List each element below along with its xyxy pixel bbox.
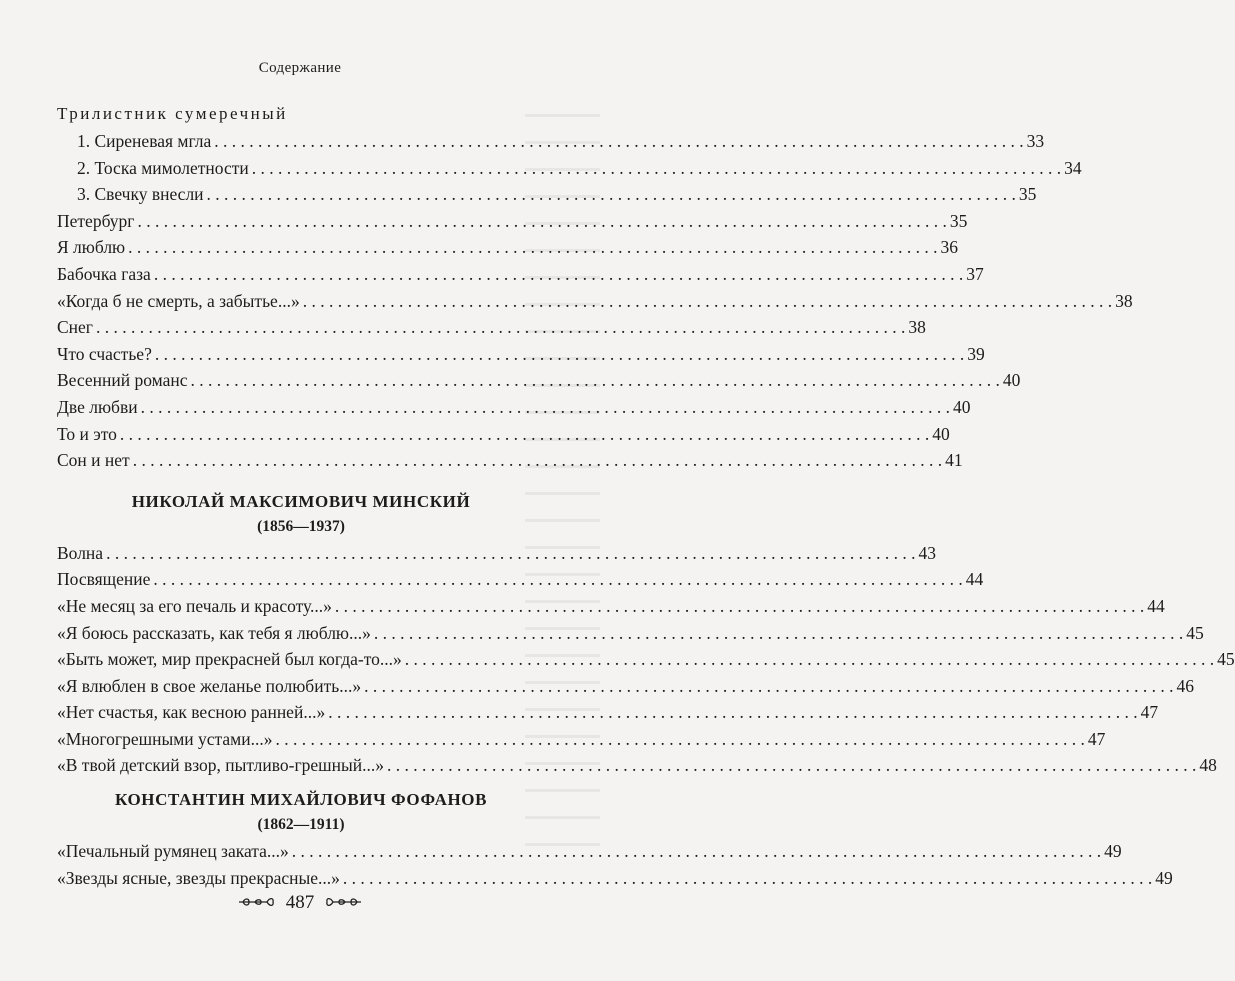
toc-entry [57,288,1133,315]
table-of-contents [57,100,1235,891]
entry-page-number: 49 [1104,841,1122,862]
dot-leader [155,341,964,368]
entry-title: Бабочка газа [57,263,151,284]
dot-leader [106,540,915,567]
toc-entry [57,838,1122,865]
entry-page-number: 38 [908,317,926,338]
dot-leader [120,421,929,448]
dot-leader [335,593,1144,620]
author-name: КОНСТАНТИН МИХАЙЛОВИЧ ФОФАНОВ [114,790,488,810]
ornament-left-icon [237,893,275,915]
entry-page-number: 47 [1087,728,1106,749]
dot-leader [252,155,1061,182]
ornament-right-icon [325,893,363,915]
entry-title: «Многогрешными устами...» [57,728,273,749]
entry-title: Я люблю [57,237,126,258]
author-years: (1862—1911) [257,816,345,834]
toc-entry [57,566,984,593]
toc-group-2 [57,540,1235,779]
dot-leader [128,234,937,261]
entry-title: Сон и нет [57,450,130,471]
entry-title: «Я влюблен в свое желанье полюбить...» [57,675,362,696]
dot-leader [214,128,1023,155]
entry-title: 1. Сиреневая мгла [77,131,212,151]
entry-title: Весенний романс [57,370,188,391]
entry-page-number: 48 [1199,755,1217,776]
dot-leader [328,699,1137,726]
dot-leader [276,726,1085,753]
entry-page-number: 40 [952,396,971,417]
toc-entry [57,155,1082,182]
entry-title: Две любви [57,396,138,417]
entry-title: «Нет счастья, как весною ранней...» [57,702,326,723]
entry-page-number: 45 [1217,649,1235,670]
entry-page-number: 44 [965,569,984,590]
dot-leader [343,865,1152,892]
entry-title: «Не месяц за его печаль и красоту...» [57,595,332,616]
spacer [57,779,545,788]
entry-page-number: 33 [1026,131,1045,151]
entry-page-number: 35 [949,210,968,231]
entry-page-number: 40 [1002,370,1021,391]
dot-leader [138,208,947,235]
entry-title: Петербург [57,210,135,231]
dot-leader [133,447,942,474]
entry-page-number: 35 [1018,184,1037,205]
dot-leader [405,646,1214,673]
section-title: Трилистник сумеречный [57,104,288,123]
toc-entry [57,128,1045,155]
dot-leader [141,394,950,421]
entry-title: «Звезды ясные, звезды прекрасные...» [57,867,340,888]
toc-entry [57,181,1037,208]
dot-leader [364,673,1173,700]
toc-entry [57,699,1159,726]
entry-title: 3. Свечку внесли [77,184,204,205]
entry-title: «Печальный румянец заката...» [57,841,289,862]
entry-title: «Когда б не смерть, а забытье...» [57,290,300,311]
toc-entry [57,261,984,288]
entry-page-number: 46 [1176,675,1194,696]
toc-entry [57,341,985,368]
toc-entry [57,865,1173,892]
toc-entry [57,421,950,448]
entry-page-number: 44 [1147,595,1165,616]
toc-entry [57,208,968,235]
entry-page-number: 34 [1064,157,1082,178]
entry-page-number: 40 [932,423,950,444]
entry-title: «Я боюсь рассказать, как тебя я люблю...» [57,622,371,643]
author-name: НИКОЛАЙ МАКСИМОВИЧ МИНСКИЙ [131,491,471,511]
entry-page-number: 49 [1155,867,1173,888]
entry-title: Волна [57,542,104,563]
entry-page-number: 36 [940,237,959,258]
toc-group-1 [57,128,1133,474]
author-years: (1856—1937) [257,517,345,535]
page-footer [0,892,600,915]
dot-leader [303,288,1112,315]
entry-page-number: 41 [945,450,963,471]
toc-entry [57,394,971,421]
dot-leader [153,566,962,593]
entry-page-number: 39 [967,343,985,364]
entry-title: «Быть может, мир прекрасней был когда-то...» [57,649,402,670]
toc-entry [57,234,959,261]
page-header: Содержание [258,60,342,76]
toc-entry [57,646,1235,673]
toc-entry [57,367,1021,394]
toc-entry [57,726,1106,753]
dot-leader [154,261,963,288]
toc-entry [57,540,936,567]
entry-title: «В твой детский взор, пытливо-грешный...» [57,755,384,776]
toc-entry [57,673,1194,700]
spacer [57,474,545,490]
toc-entry [57,620,1204,647]
entry-page-number: 38 [1115,290,1133,311]
toc-group-3 [57,838,1173,891]
entry-title: Посвящение [57,569,151,590]
entry-title: То и это [57,423,117,444]
entry-title: 2. Тоска мимолетности [77,157,249,178]
toc-entry [57,447,963,474]
dot-leader [190,367,999,394]
dot-leader [96,314,905,341]
dot-leader [374,620,1183,647]
entry-page-number: 45 [1186,622,1204,643]
entry-page-number: 37 [966,263,984,284]
toc-entry [57,752,1217,779]
dot-leader [292,838,1101,865]
entry-page-number: 47 [1140,702,1159,723]
dot-leader [207,181,1016,208]
toc-entry [57,593,1165,620]
entry-title: Что счастье? [57,343,152,364]
dot-leader [387,752,1196,779]
page-number: 487 [285,892,315,913]
entry-page-number: 43 [918,542,936,563]
entry-title: Снег [57,317,93,338]
toc-entry [57,314,926,341]
